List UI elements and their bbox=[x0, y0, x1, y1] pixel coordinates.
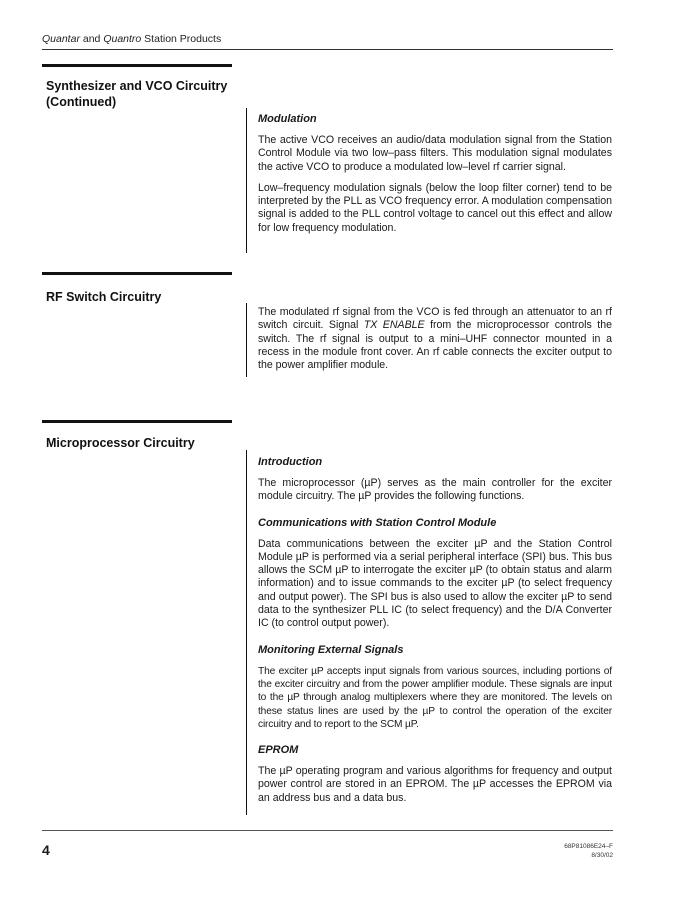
header-and: and bbox=[79, 33, 104, 45]
subheading-modulation: Modulation bbox=[258, 113, 317, 125]
signal-name-tx-enable: TX ENABLE bbox=[363, 319, 425, 332]
paragraph: Data communications between the exciter µP and the Station Control Module µP is performed via a serial peripheral interface (SPI) bus. This bus allows the SCM µP to interrogate the exciter µP (to obtain status and alarm information) and to issue commands to the exciter µP (to select frequency and output power). The SPI bus is also used to allow the exciter µP to send data to the synthesizer PLL IC (to select frequency) and the D/A Converter IC (to control output power). bbox=[258, 537, 612, 630]
paragraph: The microprocessor (µP) serves as the main controller for the exciter module circuitry. The µP provides the following functions. bbox=[258, 477, 612, 503]
rf-text-part2: from the microprocessor controls the switch. The rf signal is output to a mini–UHF connector mounted in a recess in the module front cover. An rf cable connects the exciter output to the power amplifier module. bbox=[258, 319, 612, 372]
paragraph: Low–frequency modulation signals (below the loop filter corner) tend to be interpreted by the PLL as VCO frequency error. A modulation compensation signal is added to the PLL control voltage to cancel out this effect and allow for low frequency modulation. bbox=[258, 181, 612, 234]
document-number bbox=[564, 842, 613, 860]
vertical-rule-synthesizer bbox=[246, 108, 247, 253]
section-title-rf-switch: RF Switch Circuitry bbox=[46, 290, 162, 304]
subheading-communications: Communications with Station Control Module bbox=[258, 516, 497, 529]
paragraph: The µP operating program and various algorithms for frequency and output power control are stored in an EPROM. The µP accesses the EPROM via an address bus and a data bus. bbox=[258, 765, 612, 804]
rf-switch-body bbox=[258, 306, 612, 372]
footer-rule bbox=[42, 830, 613, 831]
paragraph bbox=[258, 306, 612, 372]
vertical-rule-microprocessor bbox=[246, 450, 247, 815]
header-product-quantar: Quantar bbox=[42, 33, 80, 45]
section-bar-rf-switch bbox=[42, 272, 232, 275]
section-title-line2: (Continued) bbox=[46, 95, 117, 109]
microprocessor-body bbox=[258, 455, 612, 805]
doc-date: 8/30/02 bbox=[591, 852, 613, 859]
paragraph: The active VCO receives an audio/data modulation signal from the Station Control Module via two low–pass filters. This modulation signal modulates the active VCO to produce a modulated low–level rf carrier signal. bbox=[258, 134, 612, 173]
section-bar-synthesizer bbox=[42, 64, 232, 67]
header-product-quantro: Quantro bbox=[103, 33, 142, 45]
section-bar-microprocessor bbox=[42, 420, 232, 423]
section-title-microprocessor: Microprocessor Circuitry bbox=[46, 436, 195, 450]
section-title-synthesizer bbox=[46, 78, 227, 110]
section-title-line1: Synthesizer and VCO Circuitry bbox=[46, 79, 228, 93]
subheading-introduction: Introduction bbox=[258, 456, 323, 468]
synthesizer-body bbox=[258, 112, 612, 235]
vertical-rule-rf-switch bbox=[246, 303, 247, 377]
header-rule bbox=[42, 49, 613, 50]
subheading-monitoring: Monitoring External Signals bbox=[258, 643, 404, 656]
subheading-eprom: EPROM bbox=[258, 744, 299, 757]
doc-id: 68P81086E24–F bbox=[564, 843, 613, 850]
header-rest: Station Products bbox=[141, 33, 222, 45]
page-number: 4 bbox=[42, 842, 50, 858]
paragraph: The exciter µP accepts input signals from various sources, including portions of the exciter circuitry and from the power amplifier module. These signals are input to the µP through analog multiplexers where they are monitored. The levels on these status lines are used by the µP to control the operation of the exciter circuitry and to report to the SCM µP. bbox=[258, 665, 612, 730]
running-header bbox=[42, 33, 221, 45]
rf-text-part1: The modulated rf signal from the VCO is fed through an attenuator to an rf switch circuit. Signal bbox=[258, 306, 612, 332]
